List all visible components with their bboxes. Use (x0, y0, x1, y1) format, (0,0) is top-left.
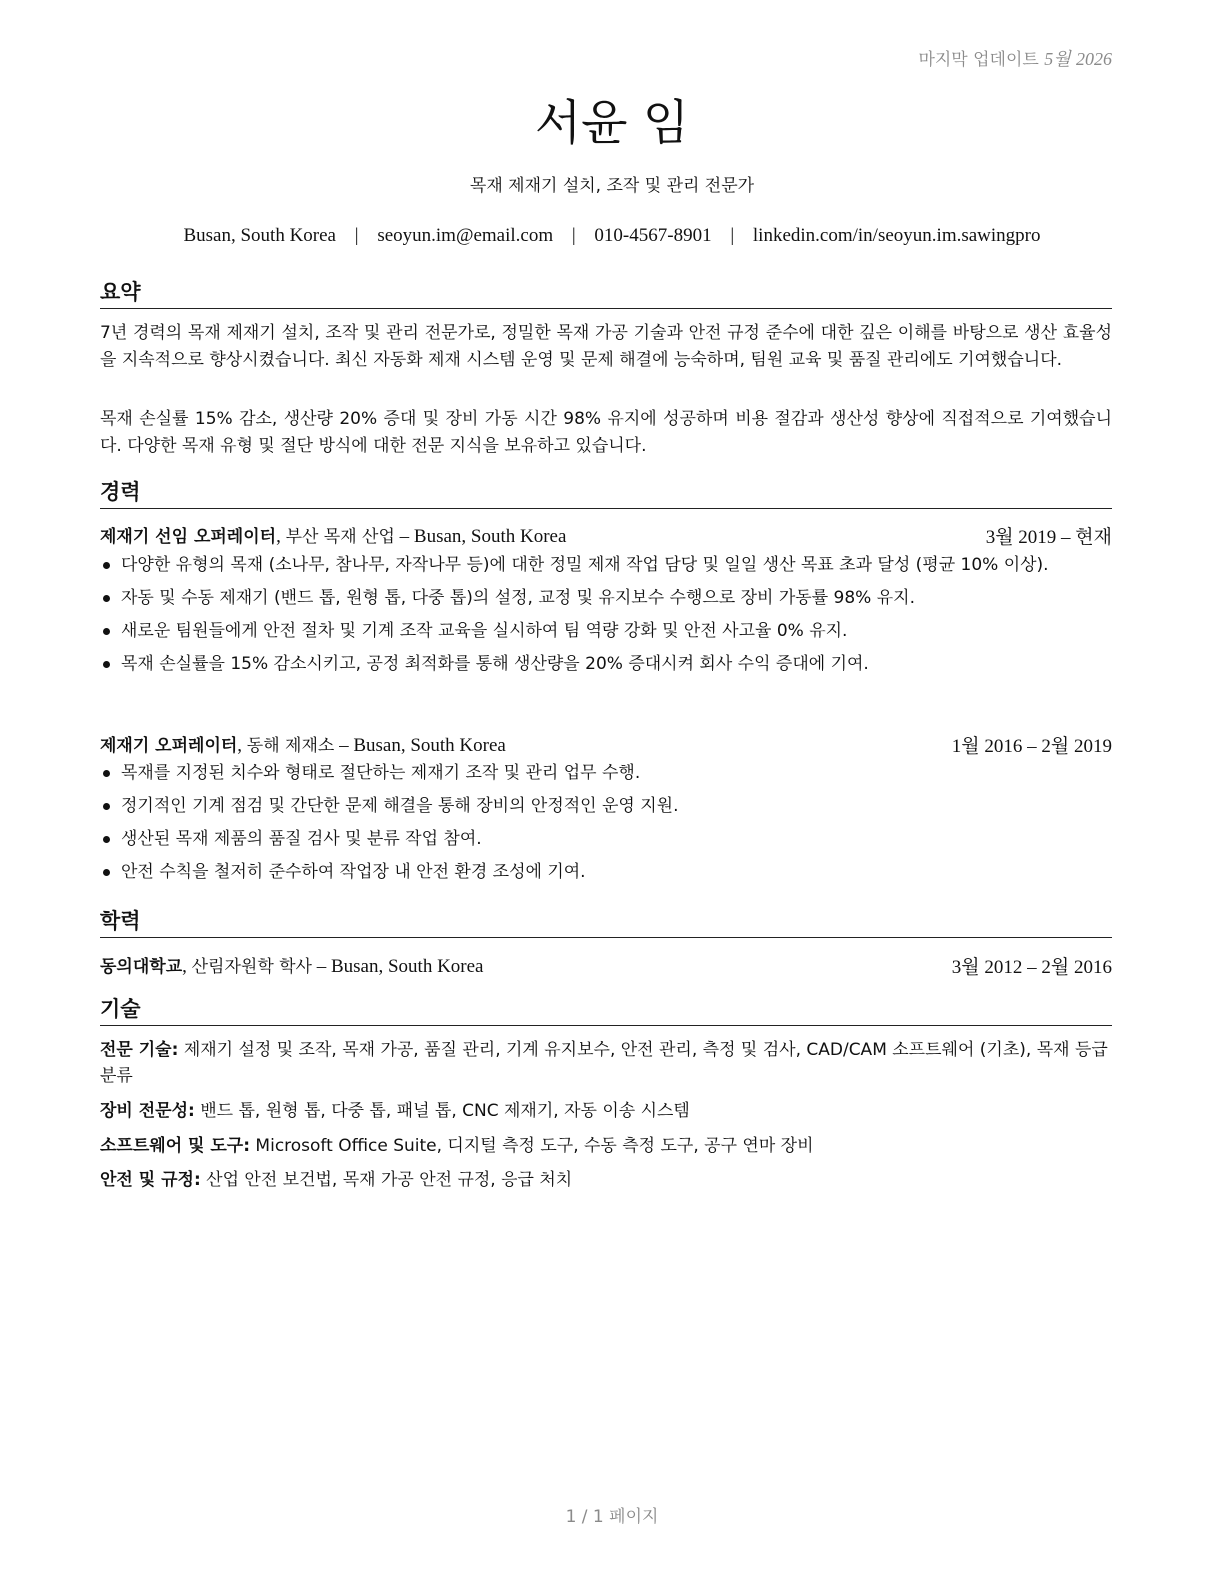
contact-separator: | (354, 225, 359, 246)
skill-value: 제재기 설정 및 조작, 목재 가공, 품질 관리, 기계 유지보수, 안전 관리, 측정 및 검사, CAD/CAM 소프트웨어 (기초), 목재 등급 분류 (100, 1040, 1108, 1086)
contact-email[interactable]: seoyun.im@email.com (377, 225, 554, 246)
last-updated-label: 마지막 업데이트 (918, 50, 1039, 70)
job-bullet: 자동 및 수동 제재기 (밴드 톱, 원형 톱, 다중 톱)의 설정, 교정 및 유지보수 수행으로 장비 가동률 98% 유지. (100, 585, 1112, 611)
education-dates: 3월 2012 – 2월 2016 (951, 957, 1112, 978)
skill-row (100, 1167, 1112, 1193)
last-updated (918, 45, 1112, 71)
job-bullet: 목재 손실률을 15% 감소시키고, 공정 최적화를 통해 생산량을 20% 증대시켜 회사 수익 증대에 기여. (100, 651, 1112, 677)
job-dates: 3월 2019 – 현재 (985, 527, 1112, 548)
section-title-summary: 요약 (100, 276, 1112, 309)
contact-location: Busan, South Korea (183, 225, 336, 246)
education-school: 동의대학교 (100, 957, 183, 977)
section-title-experience: 경력 (100, 476, 1112, 509)
last-updated-year: 2026 (1076, 49, 1112, 69)
summary-paragraph-2: 목재 손실률 15% 감소, 생산량 20% 증대 및 장비 가동 시간 98% 유지에 성공하며 비용 절감과 생산성 향상에 직접적으로 기여했습니다. 다양한 목재 유형 및 절단 방식에 대한 전문 지식을 보유하고 있습니다. (100, 409, 1112, 456)
skill-value: 밴드 톱, 원형 톱, 다중 톱, 패널 톱, CNC 제재기, 자동 이송 시스템 (200, 1101, 690, 1121)
skill-row (100, 1037, 1112, 1089)
job-location: Busan, South Korea (413, 526, 567, 547)
job-title-line: 제재기 선임 오퍼레이터, 부산 목재 산업 – Busan, South Korea (100, 526, 567, 547)
contact-separator: | (730, 225, 735, 246)
skill-value: Microsoft Office Suite, 디지털 측정 도구, 수동 측정 도구, 공구 연마 장비 (255, 1136, 814, 1156)
job-title-line: 제재기 오퍼레이터, 동해 제재소 – Busan, South Korea (100, 735, 506, 756)
job-bullet: 생산된 목재 제품의 품질 검사 및 분류 작업 참여. (100, 826, 1112, 852)
job-header (100, 731, 1112, 758)
job-bullet: 새로운 팀원들에게 안전 절차 및 기계 조작 교육을 실시하여 팀 역량 강화 및 안전 사고율 0% 유지. (100, 618, 1112, 644)
contact-separator: | (571, 225, 576, 246)
job-bullet: 목재를 지정된 치수와 형태로 절단하는 제재기 조작 및 관리 업무 수행. (100, 760, 1112, 786)
education-location: Busan, South Korea (330, 956, 484, 977)
skill-row (100, 1133, 1112, 1159)
job-company: 부산 목재 산업 (285, 527, 395, 547)
job-role: 제재기 선임 오퍼레이터 (100, 527, 277, 547)
skill-value: 산업 안전 보건법, 목재 가공 안전 규정, 응급 처치 (206, 1170, 573, 1190)
candidate-tagline: 목재 제재기 설치, 조작 및 관리 전문가 (469, 176, 755, 196)
page-indicator: 1 / 1 페이지 (565, 1507, 659, 1527)
contact-phone[interactable]: 010-4567-8901 (594, 225, 712, 246)
skill-label: 안전 및 규정: (100, 1170, 201, 1190)
candidate-name: 서윤 임 (534, 95, 690, 151)
education-entry (100, 952, 1112, 979)
education-line: 동의대학교, 산림자원학 학사 – Busan, South Korea (100, 956, 484, 977)
skill-row (100, 1098, 1112, 1124)
job-bullet: 안전 수칙을 철저히 준수하여 작업장 내 안전 환경 조성에 기여. (100, 859, 1112, 885)
job-bullet: 다양한 유형의 목재 (소나무, 참나무, 자작나무 등)에 대한 정밀 제재 작업 담당 및 일일 생산 목표 초과 달성 (평균 10% 이상). (100, 552, 1112, 578)
contact-line (0, 225, 1224, 247)
job-header (100, 522, 1112, 549)
summary-paragraph-1: 7년 경력의 목재 제재기 설치, 조작 및 관리 전문가로, 정밀한 목재 가공 기술과 안전 규정 준수에 대한 깊은 이해를 바탕으로 생산 효율성을 지속적으로 향상시켰습니다. 최신 자동화 제재 시스템 운영 및 문제 해결에 능숙하며, 팀원 교육 및 품질 관리에도 기여했습니다. (100, 323, 1112, 370)
contact-linkedin[interactable]: linkedin.com/in/seoyun.im.sawingpro (752, 225, 1041, 246)
job-company: 동해 제재소 (246, 736, 335, 756)
skill-label: 전문 기술: (100, 1040, 179, 1060)
job-bullet: 정기적인 기계 점검 및 간단한 문제 해결을 통해 장비의 안정적인 운영 지원. (100, 793, 1112, 819)
last-updated-month: 5월 (1044, 49, 1071, 69)
job-dates: 1월 2016 – 2월 2019 (951, 736, 1112, 757)
section-title-skills: 기술 (100, 993, 1112, 1026)
job-bullets (100, 552, 1112, 684)
education-degree: 산림자원학 학사 (191, 957, 312, 977)
section-title-education: 학력 (100, 905, 1112, 938)
job-role: 제재기 오퍼레이터 (100, 736, 238, 756)
job-location: Busan, South Korea (353, 735, 506, 756)
job-bullets (100, 760, 1112, 892)
skill-label: 장비 전문성: (100, 1101, 195, 1121)
skill-label: 소프트웨어 및 도구: (100, 1136, 251, 1156)
